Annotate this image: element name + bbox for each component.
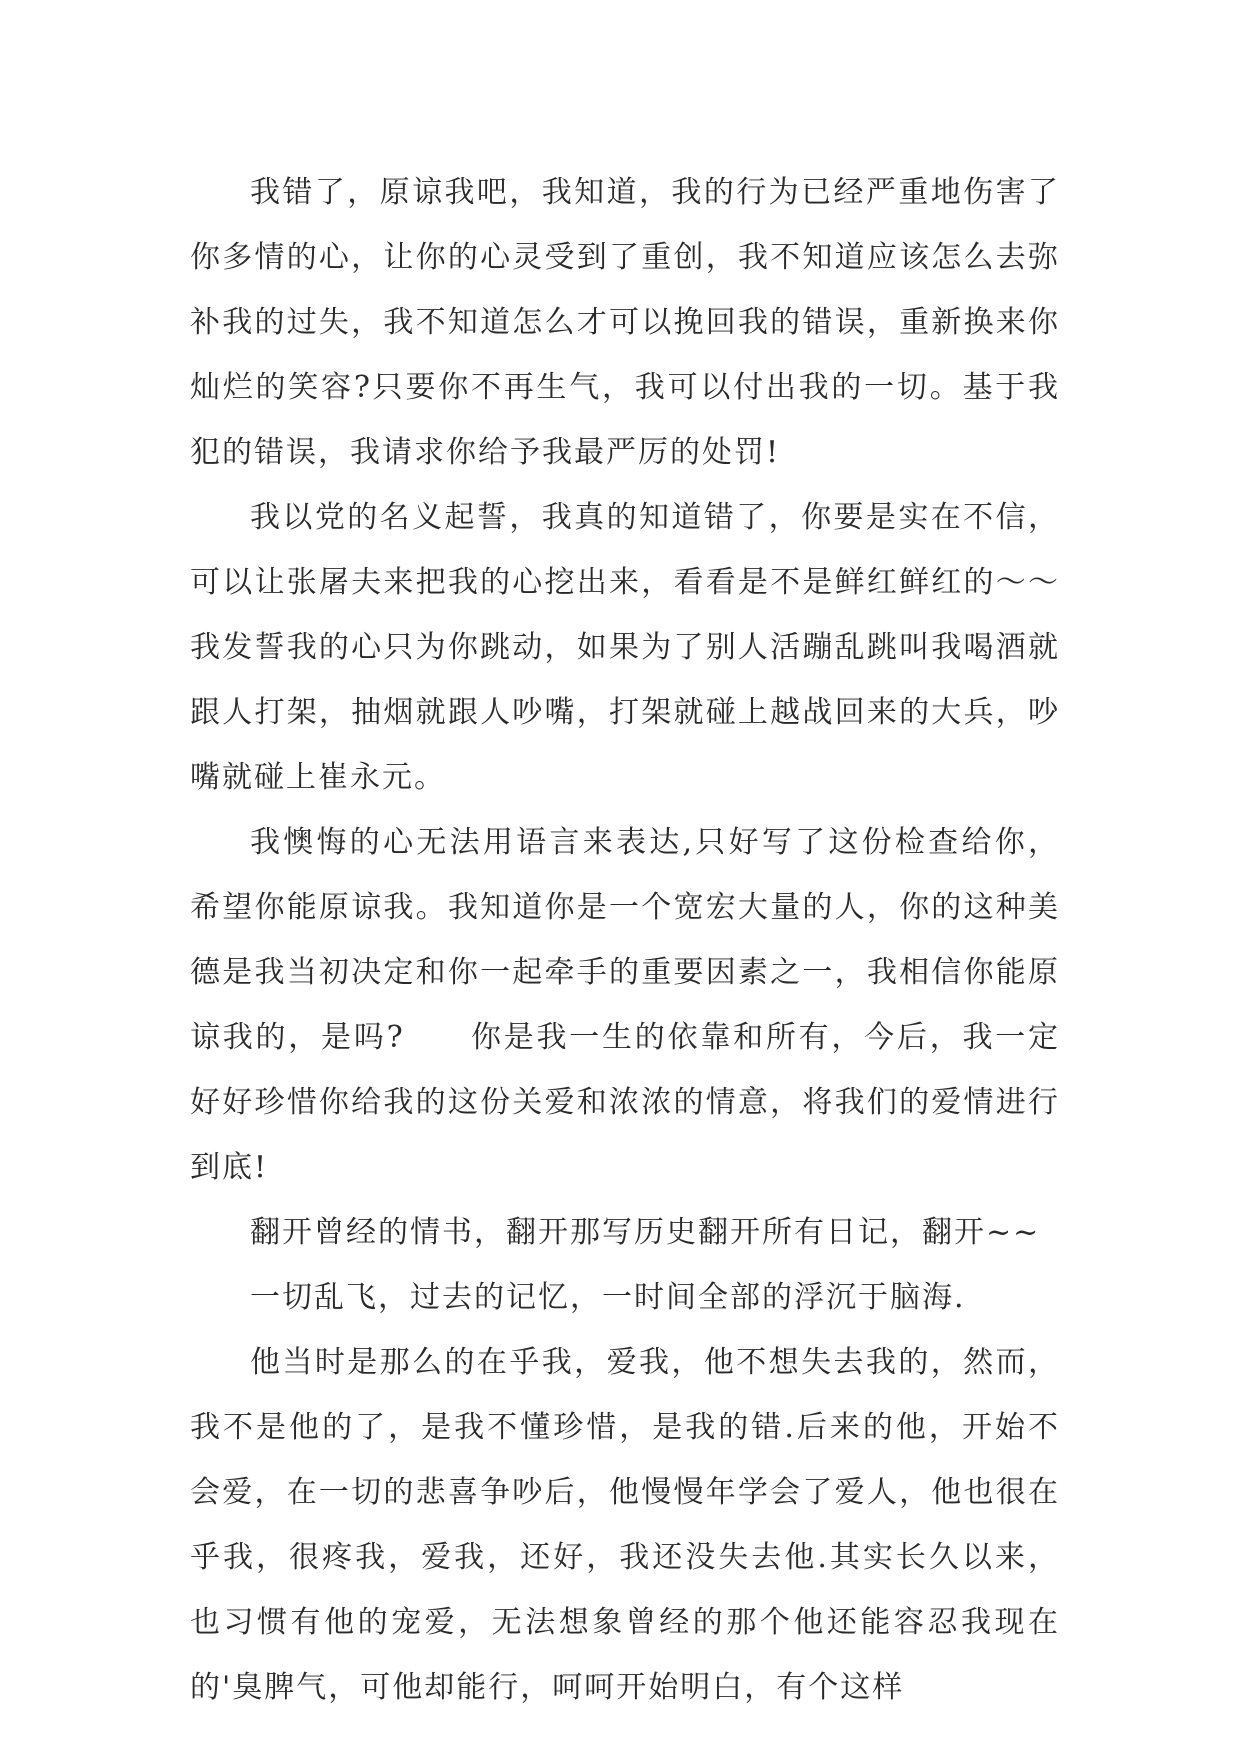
- paragraph-apology: 我错了，原谅我吧，我知道，我的行为已经严重地伤害了你多情的心，让你的心灵受到了重创，我不知道应该怎么去弥补我的过失，我不知道怎么才可以挽回我的错误，重新换来你灿烂的笑容?只要你不再生气，我可以付出我的一切。基于我犯的错误，我请求你给予我最严厉的处罚!: [190, 175, 1060, 470]
- paragraph-regret: 我懊悔的心无法用语言来表达,只好写了这份检查给你，希望你能原谅我。我知道你是一个宽宏大量的人，你的这种美德是我当初决定和你一起牵手的重要因素之一，我相信你能原谅我的，是吗? 你是我一生的依靠和所有，今后，我一定好好珍惜你给我的这份关爱和浓浓的情意，将我们的爱情进行到底!: [190, 825, 1060, 1185]
- paragraph-memories: 一切乱飞，过去的记忆，一时间全部的浮沉于脑海.: [250, 1280, 966, 1315]
- paragraph-oath: 我以党的名义起誓，我真的知道错了，你要是实在不信，可以让张屠夫来把我的心挖出来，看看是不是鲜红鲜红的～～我发誓我的心只为你跳动，如果为了别人活蹦乱跳叫我喝酒就跟人打架，抽烟就跟人吵嘴，打架就碰上越战回来的大兵，吵嘴就碰上崔永元。: [190, 500, 1060, 795]
- paragraph-reflection: 他当时是那么的在乎我，爱我，他不想失去我的，然而，我不是他的了，是我不懂珍惜，是我的错.后来的他，开始不会爱，在一切的悲喜争吵后，他慢慢年学会了爱人，他也很在乎我，很疼我，爱我，还好，我还没失去他.其实长久以来，也习惯有他的宠爱，无法想象曾经的那个他还能容忍我现在的'臭脾气，可他却能行，呵呵开始明白，有个这样: [190, 1345, 1060, 1705]
- document-body: [190, 160, 1060, 1720]
- paragraph-love-letters: 翻开曾经的情书，翻开那写历史翻开所有日记，翻开~~: [250, 1215, 1041, 1250]
